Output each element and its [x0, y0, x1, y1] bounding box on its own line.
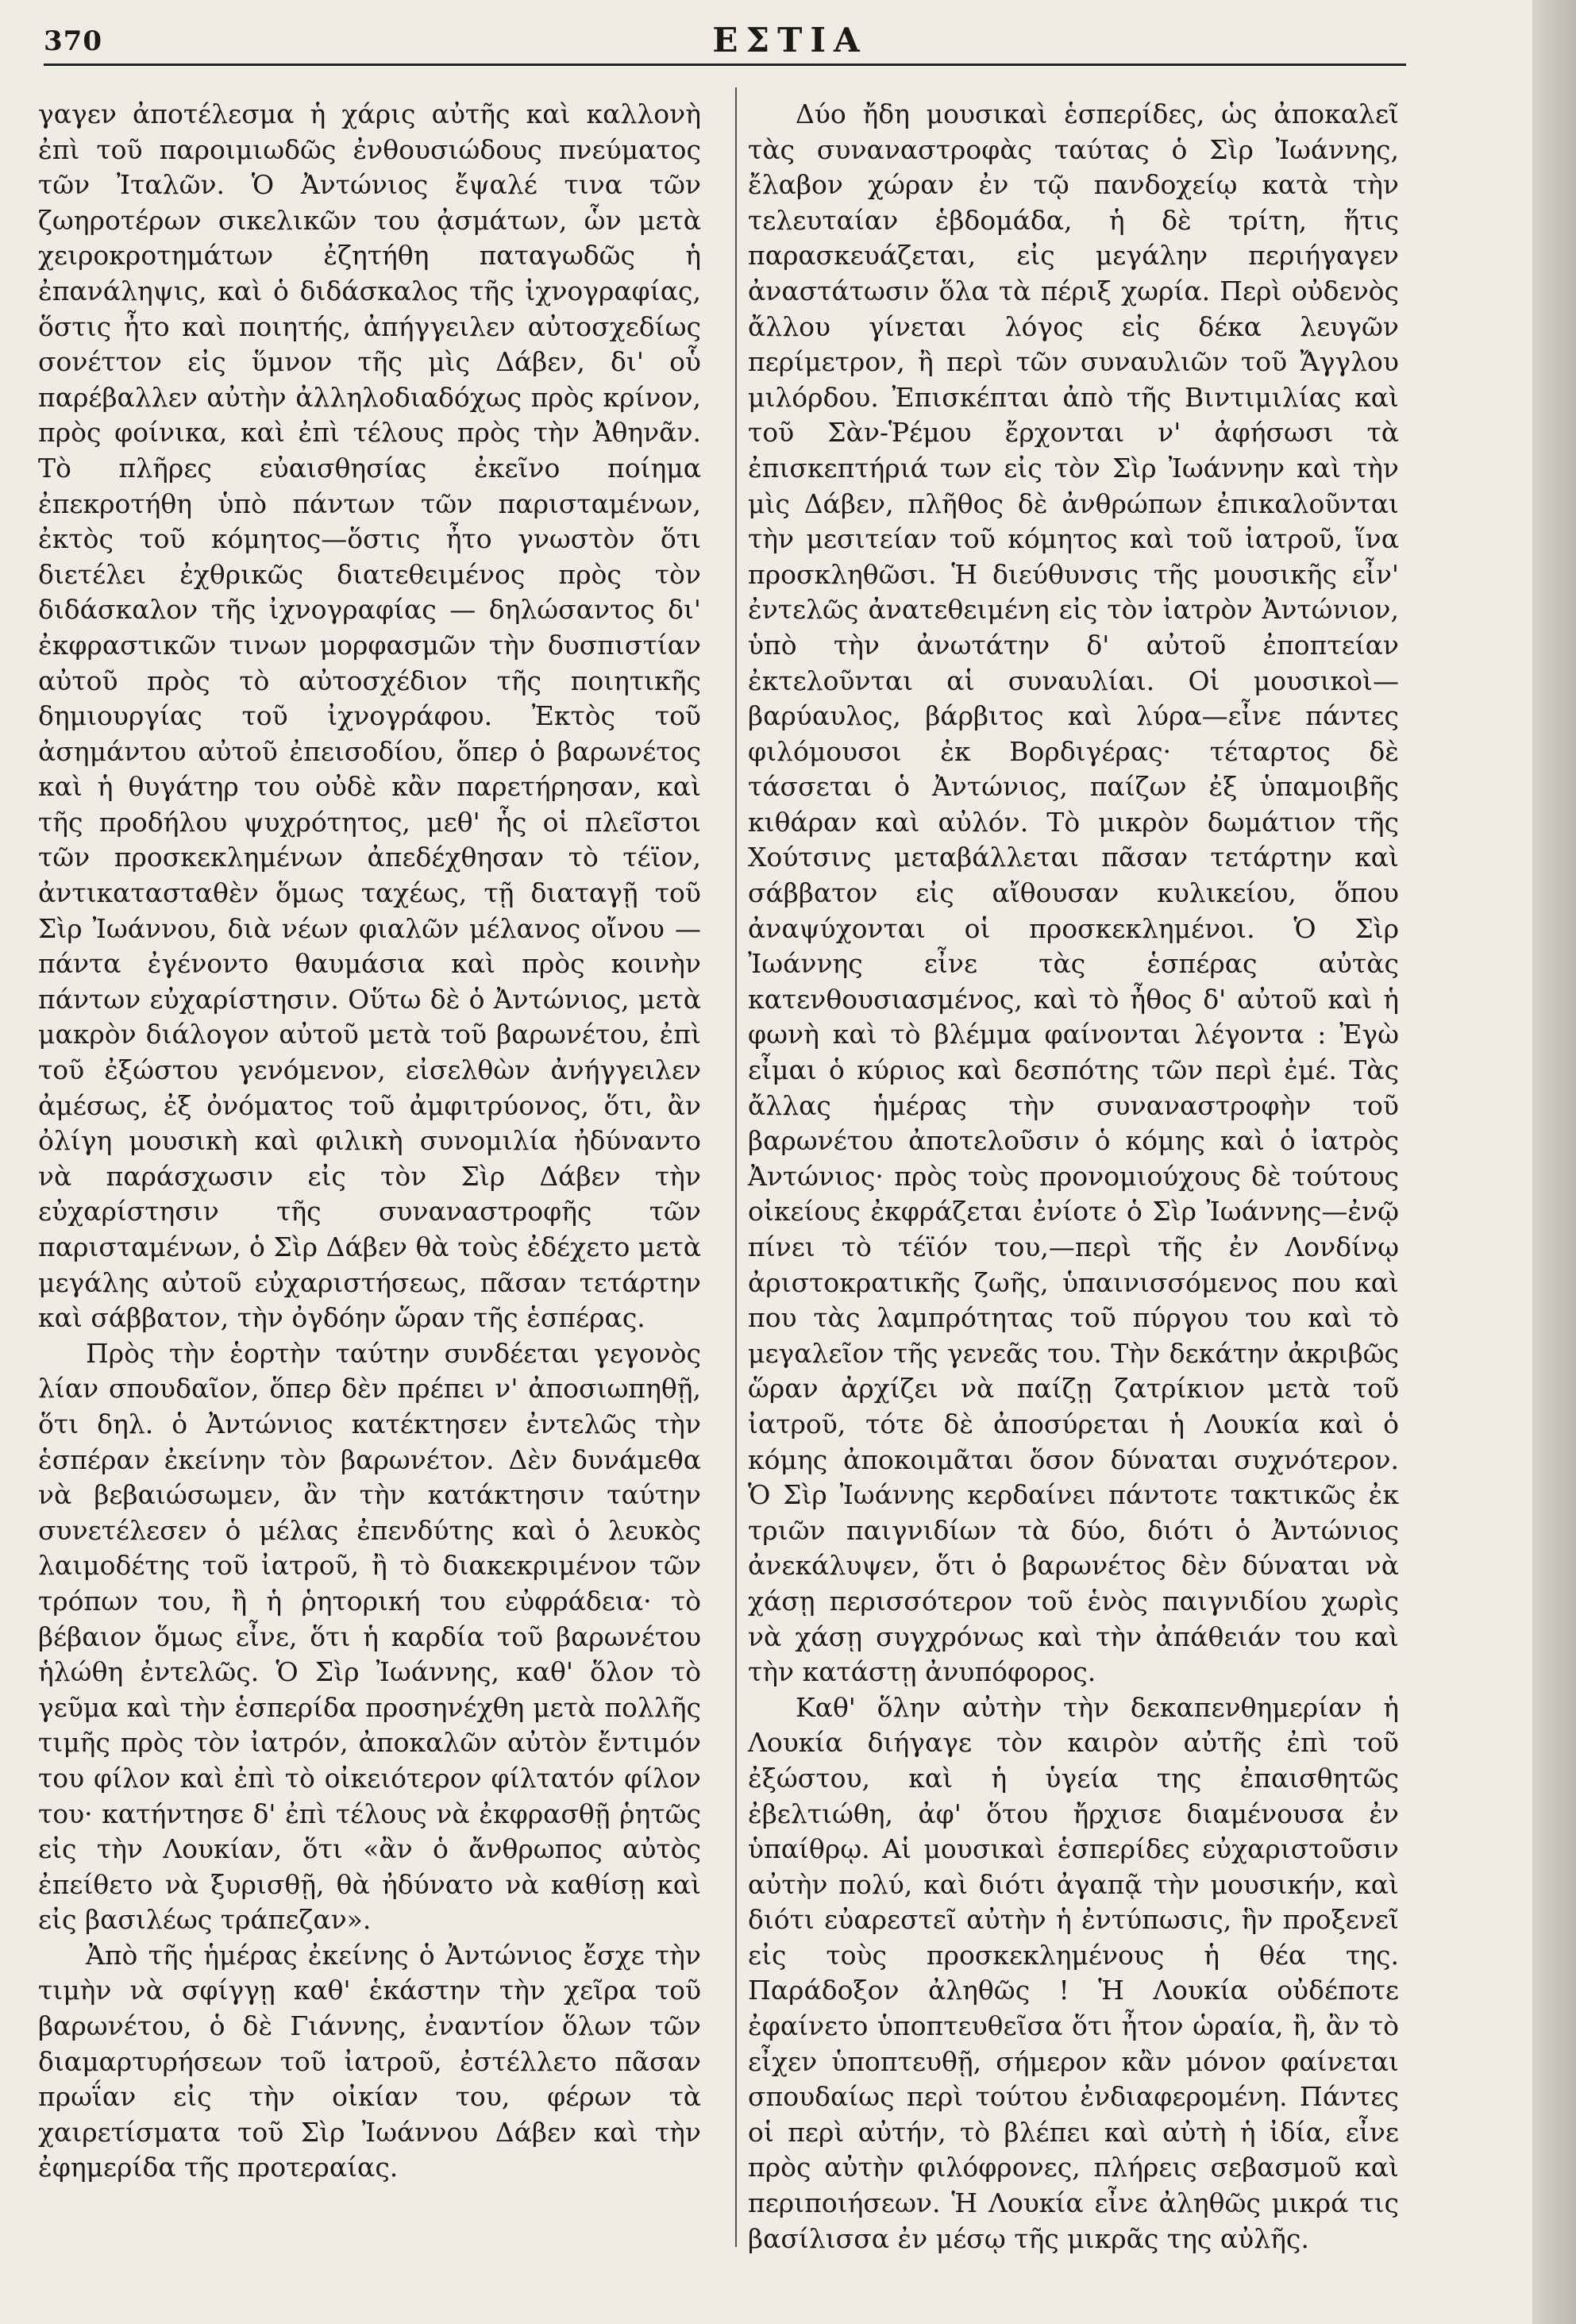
paragraph: Πρὸς τὴν ἑορτὴν ταύτην συνδέεται γεγονὸς λίαν σπουδαῖον, ὅπερ δὲν πρέπει ν' ἀποσιωπηθῇ, ὅτι δηλ. ὁ Ἀντώνιος κατέκτησεν ἐντελῶς τὴν ἑσπέραν ἐκείνην τὸν βαρωνέτον. Δὲν δυνάμεθα νὰ βεβαιώσωμεν, ἂν τὴν κατάκτησιν ταύτην συνετέλεσεν ὁ μέλας ἐπενδύτης καὶ ὁ λευκὸς λαιμοδέτης τοῦ ἰατροῦ, ἢ τὸ διακεκριμένον τῶν τρόπων του, ἢ ἡ ῥητορική του εὐφράδεια· τὸ βέβαιον ὅμως εἶνε, ὅτι ἡ καρδία τοῦ βαρωνέτου ἡλώθη ἐντελῶς. Ὁ Σὶρ Ἰωάννης, καθ' ὅλον τὸ γεῦμα καὶ τὴν ἑσπερίδα προσηνέχθη μετὰ πολλῆς τιμῆς πρὸς τὸν ἰατρόν, ἀποκαλῶν αὐτὸν ἔντιμόν του φίλον καὶ ἐπὶ τὸ οἰκειότερον φίλτατόν φίλον του· κατήντησε δ' ἐπὶ τέλους νὰ ἐκφρασθῇ ῥητῶς εἰς τὴν Λουκίαν, ὅτι «ἂν ὁ ἄνθρωπος αὐτὸς ἐπείθετο νὰ ξυρισθῇ, θὰ ἠδύνατο νὰ καθίσῃ καὶ εἰς βασιλέως τράπεζαν». [38, 1337, 701, 1936]
running-title: ΕΣΤΙΑ [712, 21, 868, 60]
left-column [38, 97, 701, 2186]
page-header [44, 14, 1536, 70]
paragraph: Δύο ἤδη μουσικαὶ ἑσπερίδες, ὡς ἀποκαλεῖ τὰς συναναστροφὰς ταύτας ὁ Σὶρ Ἰωάννης, ἔλαβον χώραν ἐν τῷ πανδοχείῳ κατὰ τὴν τελευταίαν ἑβδομάδα, ἡ δὲ τρίτη, ἥτις παρασκευάζεται, εἰς μεγάλην περιήγαγεν ἀναστάτωσιν ὅλα τὰ πέριξ χωρία. Περὶ οὐδενὸς ἄλλου γίνεται λόγος εἰς δέκα λευγῶν περίμετρον, ἢ περὶ τῶν συναυλιῶν τοῦ Ἄγγλου μιλόρδου. Ἐπισκέπται ἀπὸ τῆς Βιντιμιλίας καὶ τοῦ Σὰν-Ῥέμου ἔρχονται ν' ἀφήσωσι τὰ ἐπισκεπτήριά των εἰς τὸν Σὶρ Ἰωάννην καὶ τὴν μὶς Δάβεν, πλῆθος δὲ ἀνθρώπων ἐπικαλοῦνται τὴν μεσιτείαν τοῦ κόμητος καὶ τοῦ ἰατροῦ, ἵνα προσκληθῶσι. Ἡ διεύθυνσις τῆς μουσικῆς εἶν' ἐντελῶς ἀνατεθειμένη εἰς τὸν ἰατρὸν Ἀντώνιον, ὑπὸ τὴν ἀνωτάτην δ' αὐτοῦ ἐποπτείαν ἐκτελοῦνται αἱ συναυλίαι. Οἱ μουσικοὶ—βαρύαυλος, βάρβιτος καὶ λύρα—εἶνε πάντες φιλόμουσοι ἐκ Βορδιγέρας· τέταρτος δὲ τάσσεται ὁ Ἀντώνιος, παίζων ἐξ ὑπαμοιβῆς κιθάραν καὶ αὐλόν. Τὸ μικρὸν δωμάτιον τῆς Χούτσινς μεταβάλλεται πᾶσαν τετάρτην καὶ σάββατον εἰς αἴθουσαν κυλικείου, ὅπου ἀναψύχονται οἱ προσκεκλημένοι. Ὁ Σὶρ Ἰωάννης εἶνε τὰς ἑσπέρας αὐτὰς κατενθουσιασμένος, καὶ τὸ ἦθος δ' αὐτοῦ καὶ ἡ φωνὴ καὶ τὸ βλέμμα φαίνονται λέγοντα : Ἐγὼ εἶμαι ὁ κύριος καὶ δεσπότης τῶν περὶ ἐμέ. Τὰς ἄλλας ἡμέρας τὴν συναναστροφὴν τοῦ βαρωνέτου ἀποτελοῦσιν ὁ κόμης καὶ ὁ ἰατρὸς Ἀντώνιος· πρὸς τοὺς προνομιούχους δὲ τούτους οἰκείους ἐκφράζεται ἐνίοτε ὁ Σὶρ Ἰωάννης—ἐνῷ πίνει τὸ τέϊόν του,—περὶ τῆς ἐν Λονδίνῳ ἀριστοκρατικῆς ζωῆς, ὑπαινισσόμενος που καὶ που τὰς λαμπρότητας τοῦ πύργου του καὶ τὸ μεγαλεῖον τῆς γενεᾶς του. Τὴν δεκάτην ἀκριβῶς ὥραν ἀρχίζει νὰ παίζῃ ζατρίκιον μετὰ τοῦ ἰατροῦ, τότε δὲ ἀποσύρεται ἡ Λουκία καὶ ὁ κόμης ἀποκοιμᾶται ὅσον δύναται συχνότερον. Ὁ Σὶρ Ἰωάννης κερδαίνει πάντοτε τακτικῶς ἐκ τριῶν παιγνιδίων τὰ δύο, διότι ὁ Ἀντώνιος ἀνεκάλυψεν, ὅτι ὁ βαρωνέτος δὲν δύναται νὰ χάσῃ περισσότερον τοῦ ἑνὸς παιγνιδίου χωρὶς νὰ χάσῃ συγχρόνως καὶ τὴν ἀπάθειάν του καὶ τὴν κατάστῃ ἀνυπόφορος. [748, 98, 1399, 1688]
paragraph: Ἀπὸ τῆς ἡμέρας ἐκείνης ὁ Ἀντώνιος ἔσχε τὴν τιμὴν νὰ σφίγγῃ καθ' ἑκάστην τὴν χεῖρα τοῦ βαρωνέτου, ὁ δὲ Γιάννης, ἐναντίον ὅλων τῶν διαμαρτυρήσεων τοῦ ἰατροῦ, ἐστέλλετο πᾶσαν πρωΐαν εἰς τὴν οἰκίαν του, φέρων τὰ χαιρετίσματα τοῦ Σὶρ Ἰωάννου Δάβεν καὶ τὴν ἐφημερίδα τῆς προτεραίας. [38, 1939, 701, 2183]
column-divider [735, 87, 737, 2247]
paragraph: γαγεν ἀποτέλεσμα ἡ χάρις αὐτῆς καὶ καλλονὴ ἐπὶ τοῦ παροιμιωδῶς ἐνθουσιώδους πνεύματος τῶν Ἰταλῶν. Ὁ Ἀντώνιος ἔψαλέ τινα τῶν ζωηροτέρων σικελικῶν του ᾀσμάτων, ὧν μετὰ χειροκροτημάτων ἐζητήθη παταγωδῶς ἡ ἐπανάληψις, καὶ ὁ διδάσκαλος τῆς ἰχνογραφίας, ὅστις ἦτο καὶ ποιητής, ἀπήγγειλεν αὐτοσχεδίως σονέττον εἰς ὕμνον τῆς μὶς Δάβεν, δι' οὗ παρέβαλλεν αὐτὴν ἀλληλοδιαδόχως πρὸς κρίνον, πρὸς φοίνικα, καὶ ἐπὶ τέλους πρὸς τὴν Ἀθηνᾶν. Τὸ πλῆρες εὐαισθησίας ἐκεῖνο ποίημα ἐπεκροτήθη ὑπὸ πάντων τῶν παρισταμένων, ἐκτὸς τοῦ κόμητος—ὅστις ἦτο γνωστὸν ὅτι διετέλει ἐχθρικῶς διατεθειμένος πρὸς τὸν διδάσκαλον τῆς ἰχνογραφίας — δηλώσαντος δι' ἐκφραστικῶν τινων μορφασμῶν τὴν δυσπιστίαν αὐτοῦ πρὸς τὸ αὐτοσχέδιον τῆς ποιητικῆς δημιουργίας τοῦ ἰχνογράφου. Ἐκτὸς τοῦ ἀσημάντου αὐτοῦ ἐπεισοδίου, ὅπερ ὁ βαρωνέτος καὶ ἡ θυγάτηρ του οὐδὲ κἂν παρετήρησαν, καὶ τῆς προδήλου ψυχρότητος, μεθ' ἧς οἱ πλεῖστοι τῶν προσκεκλημένων ἀπεδέχθησαν τὸ τέϊον, ἀντικατασταθὲν ὅμως ταχέως, τῇ διαταγῇ τοῦ Σὶρ Ἰωάννου, διὰ νέων φιαλῶν μέλανος οἴνου — πάντα ἐγένοντο θαυμάσια καὶ πρὸς κοινὴν πάντων εὐχαρίστησιν. Οὕτω δὲ ὁ Ἀντώνιος, μετὰ μακρὸν διάλογον αὐτοῦ μετὰ τοῦ βαρωνέτου, ἐπὶ τοῦ ἐξώστου γενόμενον, εἰσελθὼν ἀνήγγειλεν ἀμέσως, ἐξ ὀνόματος τοῦ ἀμφιτρύονος, ὅτι, ἂν ὀλίγη μουσικὴ καὶ φιλικὴ συνομιλία ἠδύναντο νὰ παράσχωσιν εἰς τὸν Σὶρ Δάβεν τὴν εὐχαρίστησιν τῆς συναναστροφῆς τῶν παρισταμένων, ὁ Σὶρ Δάβεν θὰ τοὺς ἐδέχετο μετὰ μεγάλης αὐτοῦ εὐχαριστήσεως, πᾶσαν τετάρτην καὶ σάββατον, τὴν ὀγδόην ὥραν τῆς ἑσπέρας. [38, 98, 701, 1334]
page-edge [1532, 0, 1576, 2324]
header-rule [44, 64, 1406, 66]
page-number: 370 [44, 25, 102, 57]
right-column [748, 97, 1399, 2257]
paragraph: Καθ' ὅλην αὐτὴν τὴν δεκαπενθημερίαν ἡ Λουκία διήγαγε τὸν καιρὸν αὐτῆς ἐπὶ τοῦ ἐξώστου, καὶ ἡ ὑγεία της ἐπαισθητῶς ἐβελτιώθη, ἀφ' ὅτου ἤρχισε διαμένουσα ἐν ὑπαίθρῳ. Αἱ μουσικαὶ ἑσπερίδες εὐχαριστοῦσιν αὐτὴν πολύ, καὶ διότι ἀγαπᾷ τὴν μουσικήν, καὶ διότι εὐαρεστεῖ αὐτὴν ἡ ἐντύπωσις, ἣν προξενεῖ εἰς τοὺς προσκεκλημένους ἡ θέα της. Παράδοξον ἀληθῶς ! Ἡ Λουκία οὐδέποτε ἐφαίνετο ὑποπτευθεῖσα ὅτι ἦτον ὡραία, ἢ, ἂν τὸ εἶχεν ὑποπτευθῇ, σήμερον κἂν μόνον φαίνεται σπουδαίως περὶ τούτου ἐνδιαφερομένη. Πάντες οἱ περὶ αὐτήν, τὸ βλέπει καὶ αὐτὴ ἡ ἰδία, εἶνε πρὸς αὐτὴν φιλόφρονες, πλήρεις σεβασμοῦ καὶ περιποιήσεων. Ἡ Λουκία εἶνε ἀληθῶς μικρά τις βασίλισσα ἐν μέσῳ τῆς μικρᾶς της αὐλῆς. [748, 1691, 1399, 2254]
